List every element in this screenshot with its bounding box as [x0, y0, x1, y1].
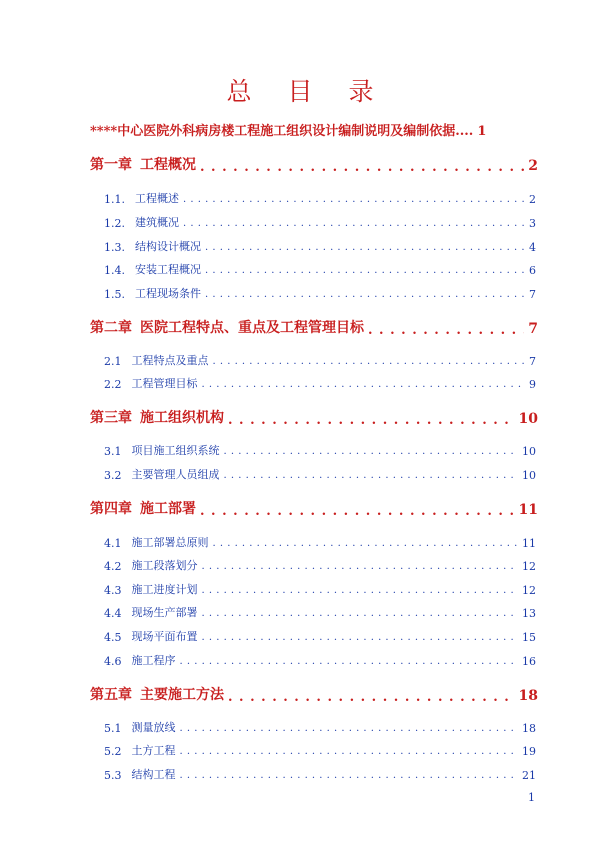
item-title: 工程特点及重点 [131, 354, 209, 367]
leader-dots [202, 561, 519, 573]
item-title: 工程概述 [135, 192, 179, 205]
item-number: 1.4. [104, 264, 125, 277]
item-page: 3 [529, 217, 536, 230]
item-page: 11 [522, 537, 536, 550]
leader-dots [202, 632, 519, 644]
item-number: 4.6 [104, 655, 122, 668]
item-number: 1.2. [104, 217, 125, 230]
item-page: 9 [529, 378, 536, 391]
toc-chapter-4 [90, 498, 538, 518]
toc-chapter-5 [90, 684, 538, 704]
item-title: 测量放线 [131, 721, 176, 734]
item-title: 安装工程概况 [135, 263, 201, 276]
chapter-title: 施工部署 [140, 501, 196, 517]
item-page: 7 [529, 355, 536, 368]
item-title: 现场生产部署 [131, 606, 198, 619]
page-number: 1 [528, 791, 535, 804]
item-title: 土方工程 [131, 744, 176, 757]
item-page: 21 [522, 769, 536, 782]
item-number: 3.1 [104, 445, 122, 458]
toc-chapter-3 [90, 407, 538, 427]
item-number: 4.3 [104, 584, 122, 597]
item-number: 1.1. [104, 193, 125, 206]
chapter-label: 第五章 [90, 687, 132, 703]
item-page: 18 [522, 722, 536, 735]
chapter-label: 第一章 [90, 157, 132, 173]
item-title: 建筑概况 [135, 216, 179, 229]
leader-dots [183, 218, 525, 230]
toc-item [104, 261, 536, 277]
chapter-page: 10 [518, 411, 538, 427]
leader-dots [200, 506, 515, 518]
item-title: 项目施工组织系统 [131, 444, 220, 457]
leader-dots [228, 692, 515, 704]
leader-dots [202, 379, 526, 391]
leader-dots [213, 538, 519, 550]
item-page: 12 [522, 584, 536, 597]
item-number: 4.1 [104, 537, 122, 550]
chapter-page: 18 [518, 688, 538, 704]
chapter-title: 施工组织机构 [140, 410, 224, 426]
chapter-title: 医院工程特点、重点及工程管理目标 [140, 320, 364, 336]
item-number: 5.2 [104, 745, 122, 758]
toc-item [104, 742, 536, 758]
leader-dots [180, 770, 519, 782]
item-number: 5.1 [104, 722, 122, 735]
toc-item [104, 534, 536, 550]
item-title: 工程管理目标 [131, 377, 198, 390]
toc-item [104, 557, 536, 573]
chapter-label: 第四章 [90, 501, 132, 517]
item-number: 4.2 [104, 560, 122, 573]
toc-item [104, 238, 536, 254]
item-title: 施工部署总原则 [131, 536, 209, 549]
item-number: 3.2 [104, 469, 122, 482]
toc-intro-page: 1 [477, 124, 487, 139]
chapter-page: 7 [528, 321, 538, 337]
item-number: 1.3. [104, 241, 125, 254]
chapter-label: 第三章 [90, 410, 132, 426]
item-page: 16 [522, 655, 536, 668]
item-title: 主要管理人员组成 [131, 468, 220, 481]
item-number: 2.1 [104, 355, 122, 368]
leader-dots [180, 723, 519, 735]
item-page: 4 [529, 241, 536, 254]
leader-dots [224, 446, 519, 458]
item-page: 7 [529, 288, 536, 301]
item-number: 4.4 [104, 607, 122, 620]
item-page: 2 [529, 193, 536, 206]
item-title: 工程现场条件 [135, 287, 201, 300]
leader-dots [183, 194, 525, 206]
toc-item [104, 375, 536, 391]
item-page: 10 [522, 445, 536, 458]
leader-dots [180, 746, 519, 758]
toc-chapter-1 [90, 154, 538, 174]
item-title: 现场平面布置 [131, 630, 198, 643]
leader-dots [205, 289, 525, 301]
chapter-title: 工程概况 [140, 157, 196, 173]
toc-item [104, 466, 536, 482]
leader-dots [213, 356, 526, 368]
toc-item [104, 190, 536, 206]
leader-dots [228, 415, 515, 427]
item-page: 13 [522, 607, 536, 620]
toc-item [104, 352, 536, 368]
toc-item [104, 652, 536, 668]
toc-item [104, 581, 536, 597]
item-page: 15 [522, 631, 536, 644]
item-page: 12 [522, 560, 536, 573]
chapter-title: 主要施工方法 [140, 687, 224, 703]
chapter-page: 11 [518, 502, 538, 518]
chapter-label: 第二章 [90, 320, 132, 336]
toc-item [104, 604, 536, 620]
leader-dots [200, 162, 524, 174]
toc-item [104, 628, 536, 644]
leader-dots [205, 242, 525, 254]
leader-dots [202, 608, 519, 620]
toc-intro-entry [90, 120, 520, 139]
toc-title: 总 目 录 [226, 77, 388, 106]
leader-dots [368, 325, 524, 337]
item-title: 结构工程 [131, 768, 176, 781]
leader-dots [202, 585, 519, 597]
item-page: 19 [522, 745, 536, 758]
toc-item [104, 719, 536, 735]
toc-item [104, 766, 536, 782]
item-number: 4.5 [104, 631, 122, 644]
toc-intro-text: ****中心医院外科病房楼工程施工组织设计编制说明及编制依据.... [90, 124, 474, 139]
toc-item [104, 442, 536, 458]
item-title: 结构设计概况 [135, 240, 201, 253]
toc-chapter-2 [90, 317, 538, 337]
leader-dots [205, 265, 525, 277]
chapter-page: 2 [528, 158, 538, 174]
item-page: 10 [522, 469, 536, 482]
toc-item [104, 214, 536, 230]
item-number: 1.5. [104, 288, 125, 301]
leader-dots [180, 656, 519, 668]
item-page: 6 [529, 264, 536, 277]
item-title: 施工程序 [131, 654, 176, 667]
item-number: 5.3 [104, 769, 122, 782]
item-title: 施工段落划分 [131, 559, 198, 572]
item-number: 2.2 [104, 378, 122, 391]
toc-item [104, 285, 536, 301]
item-title: 施工进度计划 [131, 583, 198, 596]
leader-dots [224, 470, 519, 482]
